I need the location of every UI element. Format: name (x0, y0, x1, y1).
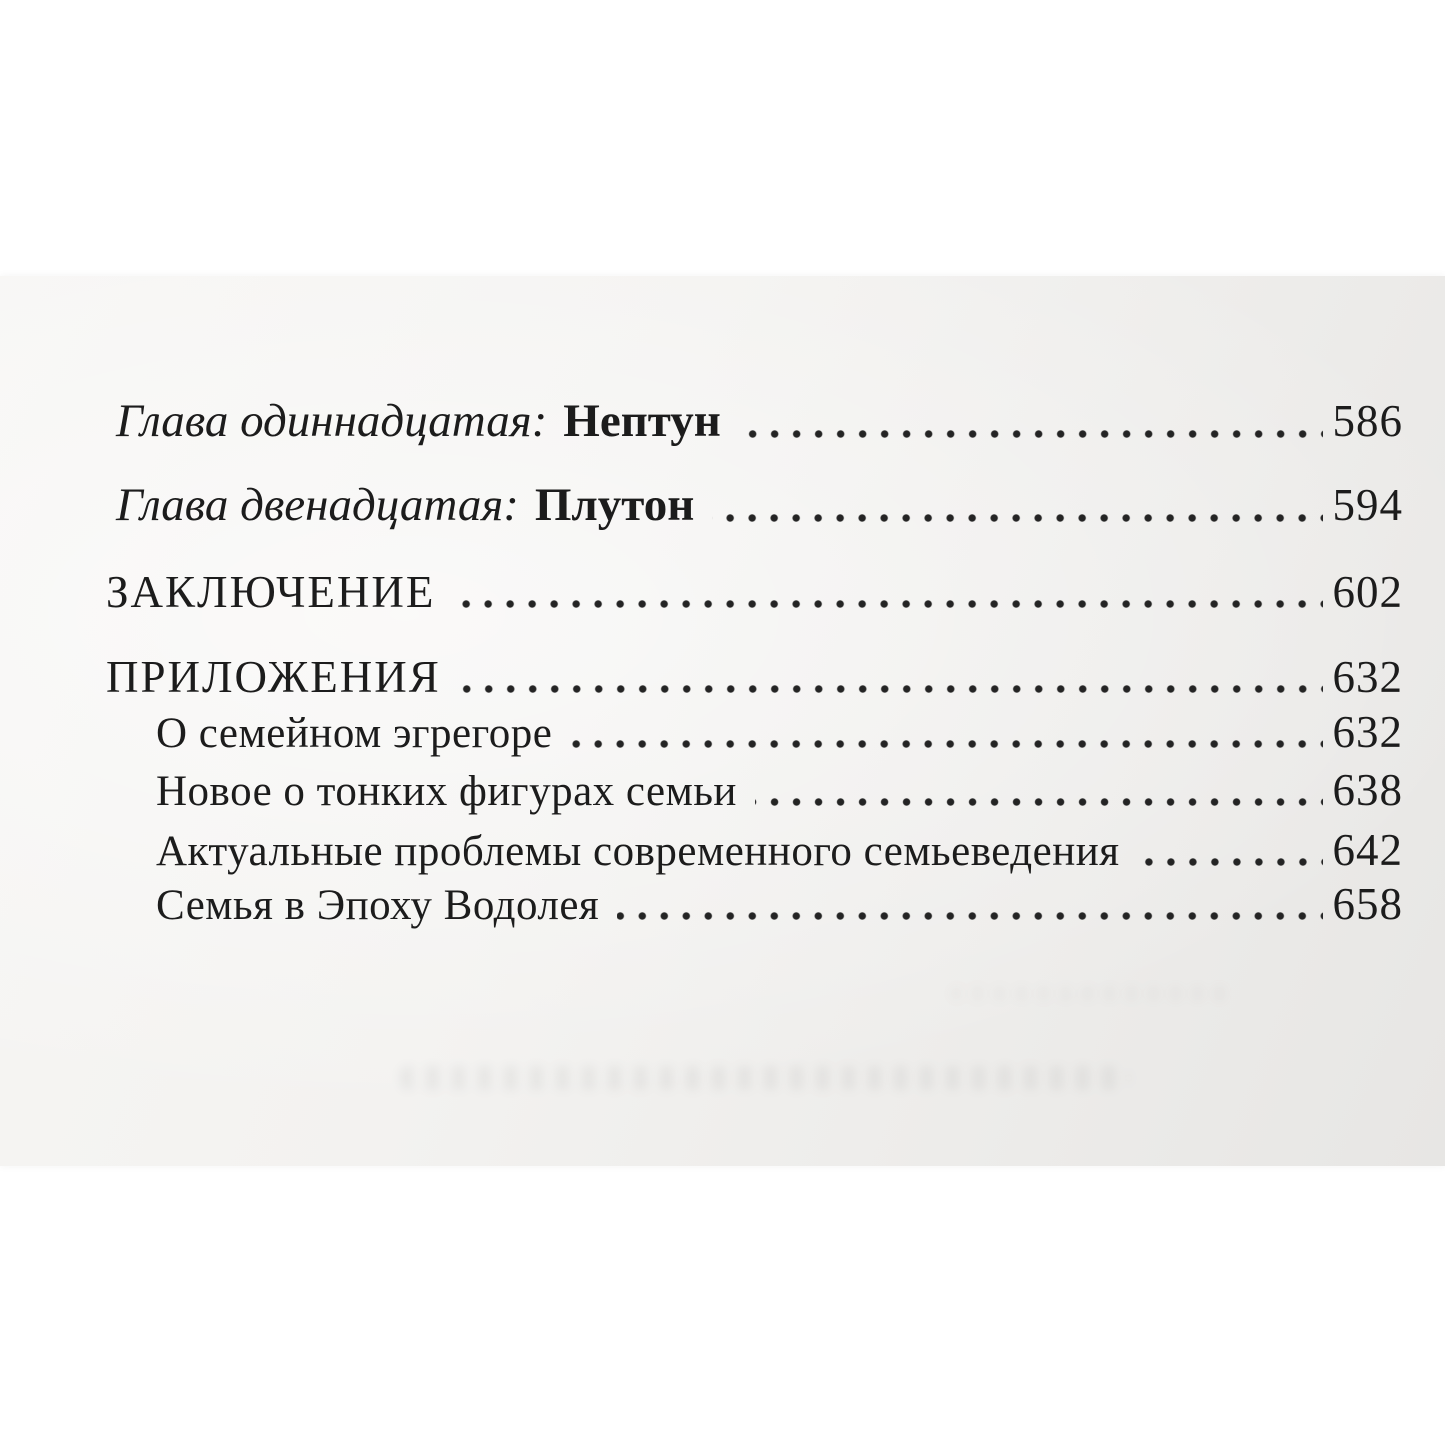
page-number: 638 (1332, 765, 1403, 815)
page-number: 602 (1332, 567, 1403, 617)
chapter-title: Нептун (563, 395, 721, 447)
page-number: 586 (1332, 396, 1403, 446)
dot-leader (459, 684, 1323, 694)
toc-entry-appendices (106, 651, 1403, 703)
section-label: ЗАКЛЮЧЕНИЕ (106, 567, 436, 617)
page-number: 658 (1332, 879, 1403, 929)
page-number: 632 (1332, 707, 1403, 757)
toc-entry-chapter-12 (116, 478, 1403, 532)
toc-entry-conclusion (106, 566, 1403, 618)
table-of-contents (0, 276, 1445, 1166)
sub-item-label: Новое о тонких фигурах семьи (156, 768, 737, 815)
page-number: 632 (1332, 652, 1403, 702)
section-label: ПРИЛОЖЕНИЯ (106, 652, 441, 702)
toc-entry-sub (156, 706, 1403, 758)
chapter-prefix: Глава одиннадцатая: (116, 395, 548, 447)
sub-item-label: О семейном эгрегоре (156, 710, 553, 757)
toc-entry-sub (156, 764, 1403, 816)
chapter-prefix: Глава двенадцатая: (116, 479, 519, 531)
dot-leader (712, 513, 1322, 523)
sub-item-label: Семья в Эпоху Водолея (156, 882, 600, 929)
book-page (0, 276, 1445, 1166)
dot-leader (617, 911, 1322, 921)
toc-entry-sub (156, 878, 1403, 930)
toc-entry-sub (156, 824, 1403, 876)
page-number: 642 (1332, 825, 1403, 875)
sub-item-label: Актуальные проблемы современного семьеведения (156, 828, 1120, 875)
dot-leader (570, 739, 1322, 749)
dot-leader (1138, 857, 1323, 867)
chapter-title: Плутон (534, 479, 695, 531)
page-number: 594 (1332, 480, 1403, 530)
dot-leader (739, 429, 1323, 439)
dot-leader (453, 599, 1322, 609)
dot-leader (755, 797, 1323, 807)
toc-entry-chapter-11 (116, 394, 1403, 448)
